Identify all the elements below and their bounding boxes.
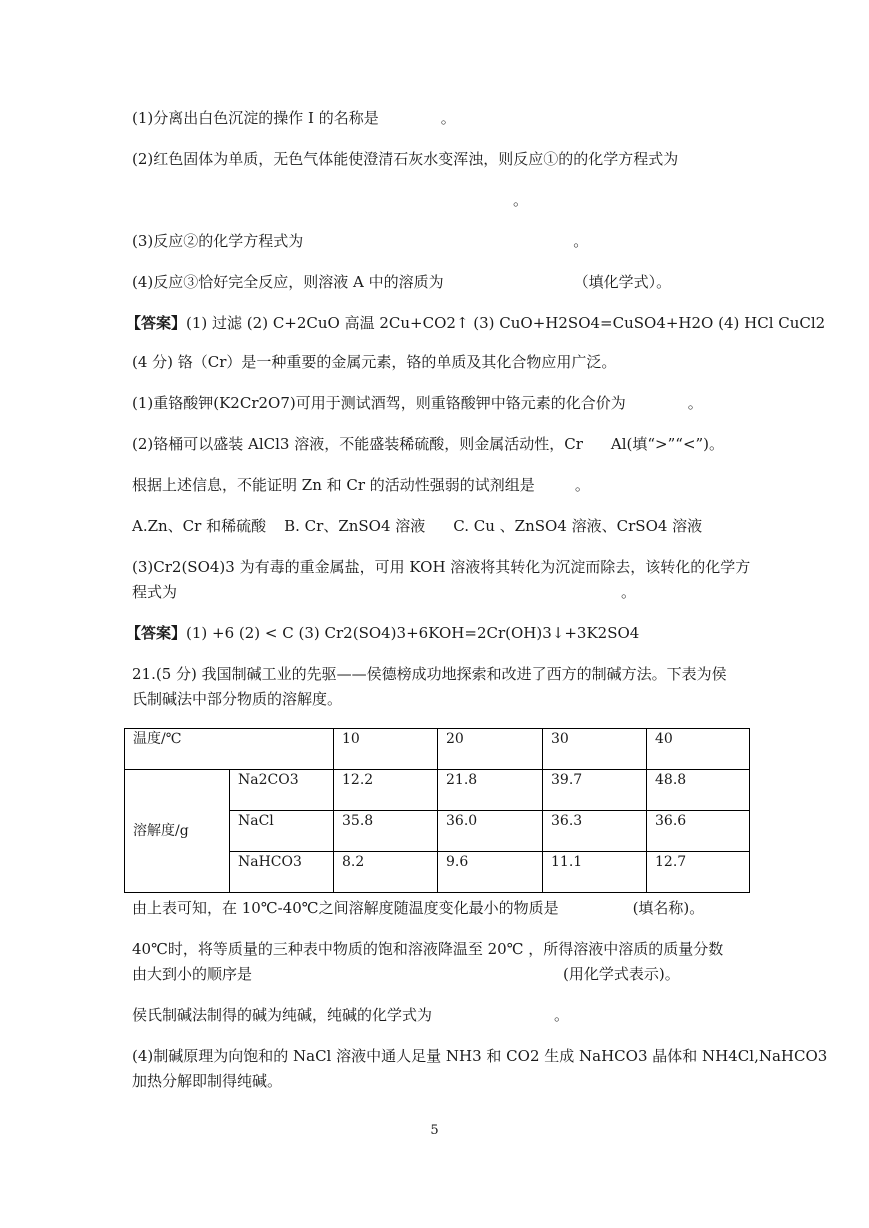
cr1-text: (1)重铬酸钾(K2Cr2O7)可用于测试酒驾，则重铬酸钾中铬元素的化合价为 — [132, 394, 626, 412]
question-21-line-2: 氏制碱法中部分物质的溶解度。 — [132, 690, 343, 708]
after2b-text: 由大到小的顺序是 — [132, 965, 253, 983]
after3-end: 。 — [554, 1006, 570, 1024]
value-cell: 35.8 — [334, 811, 438, 852]
cr-question-2 — [132, 434, 724, 454]
header-label-cell: 温度/℃ — [125, 729, 334, 770]
temp-cell: 40 — [647, 729, 750, 770]
value-cell: 36.0 — [438, 811, 543, 852]
option-b: B. Cr、ZnSO4 溶液 — [284, 517, 426, 535]
after-table-line-1 — [132, 898, 704, 918]
option-a: A.Zn、Cr 和稀硫酸 — [132, 517, 267, 535]
substance-cell: NaCl — [230, 811, 334, 852]
cr1-end: 。 — [687, 394, 703, 412]
q1-end: 。 — [440, 109, 456, 127]
substance-cell: NaHCO3 — [230, 852, 334, 893]
table-row — [125, 770, 750, 811]
value-cell: 12.2 — [334, 770, 438, 811]
solubility-table — [124, 728, 750, 893]
cr2c-text: 根据上述信息，不能证明 Zn 和 Cr 的活动性强弱的试剂组是 — [132, 476, 535, 494]
table-header-row — [125, 729, 750, 770]
cr3-end: 。 — [621, 583, 637, 601]
question-line-q2-end: 。 — [513, 191, 529, 209]
answer-text: (1) 过滤 (2) C+2CuO 高温 2Cu+CO2↑ (3) CuO+H2SO4=CuSO4+H2O (4) HCl CuCl2 — [186, 314, 826, 332]
value-cell: 11.1 — [543, 852, 647, 893]
after-table-line-4: (4)制碱原理为向饱和的 NaCl 溶液中通人足量 NH3 和 CO2 生成 NaHCO3 晶体和 NH4Cl,NaHCO3 — [132, 1047, 828, 1065]
question-line-q2: (2)红色固体为单质，无色气体能使澄清石灰水变浑浊，则反应①的的化学方程式为 — [132, 150, 679, 168]
value-cell: 9.6 — [438, 852, 543, 893]
cr-intro-line: (4 分) 铬（Cr）是一种重要的金属元素，铬的单质及其化合物应用广泛。 — [132, 353, 617, 371]
value-cell: 48.8 — [647, 770, 750, 811]
cr2b-text: Al(填“>”“<”)。 — [610, 435, 725, 453]
cr-question-1 — [132, 393, 703, 413]
answer-label: 【答案】 — [126, 624, 187, 642]
after-table-line-2: 40℃时，将等质量的三种表中物质的饱和溶液降温至 20℃ ，所得溶液中溶质的质量分数 — [132, 940, 724, 958]
q3-text: (3)反应②的化学方程式为 — [132, 232, 304, 250]
question-line-q1 — [132, 108, 456, 128]
after-table-line-4-cont: 加热分解即制得纯碱。 — [132, 1072, 283, 1090]
cr-question-3-cont — [132, 582, 636, 602]
value-cell: 12.7 — [647, 852, 750, 893]
question-line-q4 — [132, 272, 671, 292]
answer-text: (1) +6 (2) < C (3) Cr2(SO4)3+6KOH=2Cr(OH)3↓+3K2SO4 — [186, 624, 640, 642]
after1-tail: (填名称)。 — [632, 899, 705, 917]
answer-label: 【答案】 — [126, 314, 187, 332]
value-cell: 8.2 — [334, 852, 438, 893]
answer-line-1 — [126, 313, 825, 333]
cr2c-end: 。 — [574, 476, 590, 494]
cr2a-text: (2)铬桶可以盛装 AlCl3 溶液，不能盛装稀硫酸，则金属活动性，Cr — [132, 435, 583, 453]
answer-line-2 — [126, 623, 639, 643]
after-table-line-3 — [132, 1005, 569, 1025]
value-cell: 21.8 — [438, 770, 543, 811]
temp-cell: 30 — [543, 729, 647, 770]
value-cell: 36.3 — [543, 811, 647, 852]
value-cell: 39.7 — [543, 770, 647, 811]
cr-question-3: (3)Cr2(SO4)3 为有毒的重金属盐，可用 KOH 溶液将其转化为沉淀而除去，该转化的化学方 — [132, 558, 751, 576]
page-number: 5 — [430, 1123, 439, 1138]
cr3b-text: 程式为 — [132, 583, 178, 601]
temp-cell: 20 — [438, 729, 543, 770]
cr-options-line — [132, 516, 702, 536]
after1-text: 由上表可知，在 10℃-40℃之间溶解度随温度变化最小的物质是 — [132, 899, 559, 917]
substance-cell: Na2CO3 — [230, 770, 334, 811]
q4-text: (4)反应③恰好完全反应，则溶液 A 中的溶质为 — [132, 273, 444, 291]
after-table-line-2-cont — [132, 964, 680, 984]
q4-tail: （填化学式）。 — [573, 273, 672, 291]
question-line-q3 — [132, 231, 588, 251]
row-label-cell: 溶解度/g — [125, 770, 230, 893]
q3-end: 。 — [573, 232, 589, 250]
option-c: C. Cu 、ZnSO4 溶液、CrSO4 溶液 — [453, 517, 703, 535]
after3-text: 侯氏制碱法制得的碱为纯碱，纯碱的化学式为 — [132, 1006, 433, 1024]
temp-cell: 10 — [334, 729, 438, 770]
question-21-line-1: 21.(5 分) 我国制碱工业的先驱——侯德榜成功地探索和改进了西方的制碱方法。下表为侯 — [132, 665, 727, 683]
q1-text: (1)分离出白色沉淀的操作 I 的名称是 — [132, 109, 379, 127]
value-cell: 36.6 — [647, 811, 750, 852]
cr-question-2-followup — [132, 475, 590, 495]
after2b-tail: (用化学式表示)。 — [563, 965, 680, 983]
